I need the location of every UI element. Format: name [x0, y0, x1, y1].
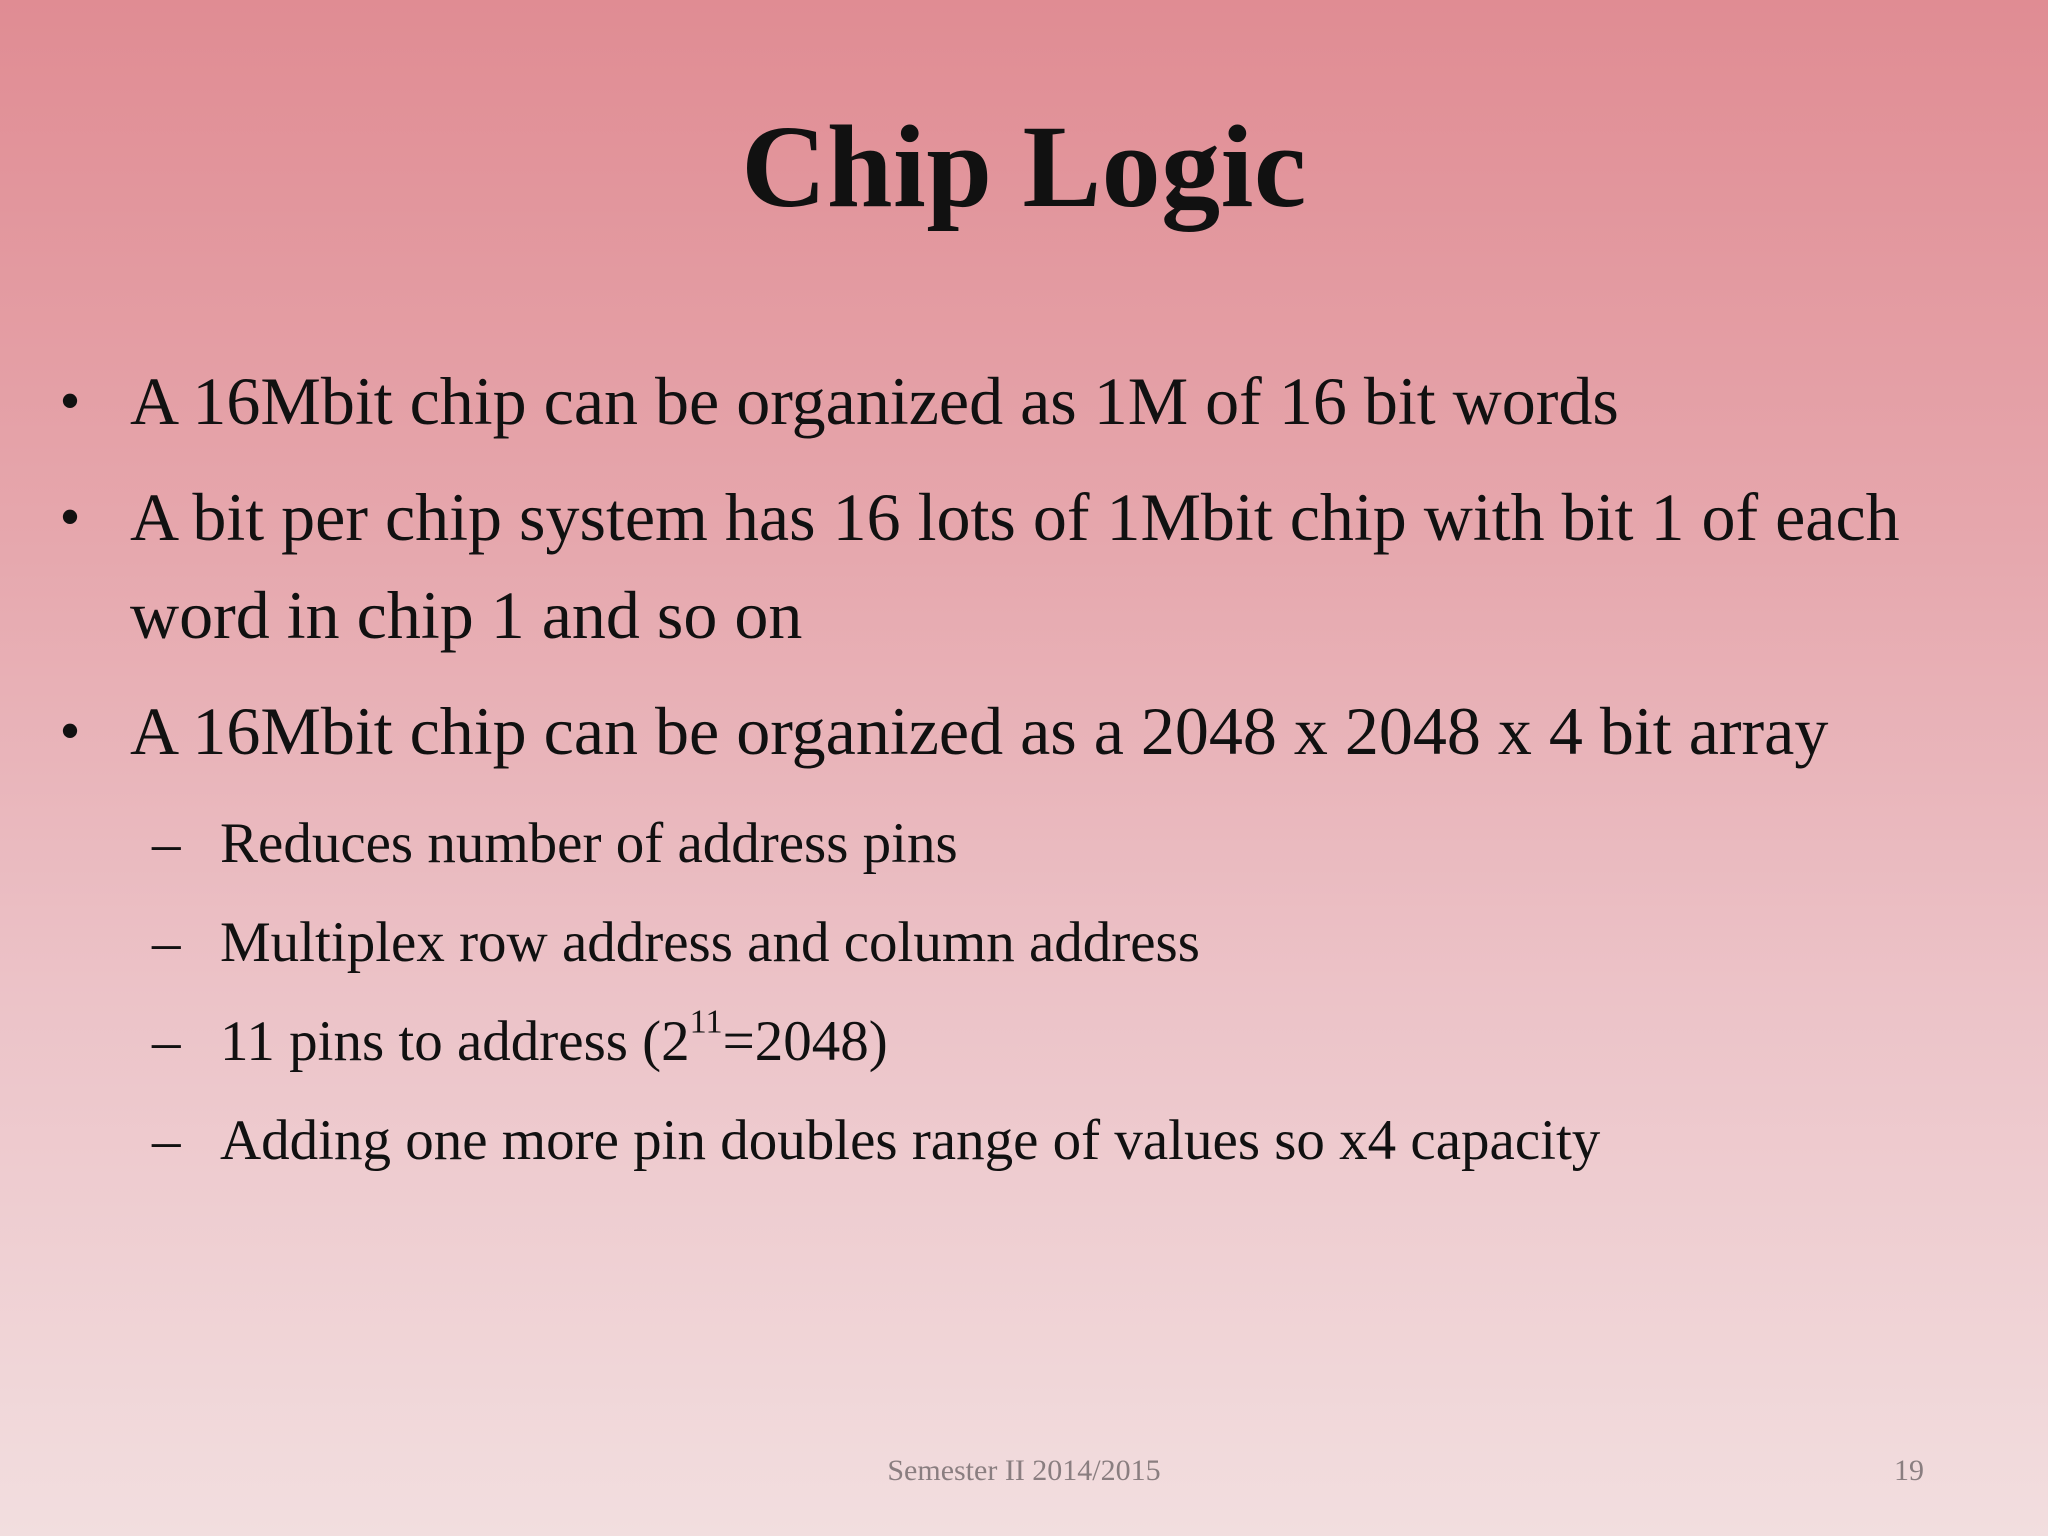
bullet-marker: • — [59, 368, 81, 434]
sub-bullet-text — [220, 1003, 888, 1073]
slide-content — [50, 352, 2005, 1190]
sub-bullet-item — [50, 794, 2005, 893]
bullet-item — [50, 352, 2005, 450]
bullet-marker: • — [59, 698, 81, 764]
bullet-item — [50, 468, 2005, 664]
bullet-text: A 16Mbit chip can be organized as a 2048 x 2048 x 4 bit array — [130, 693, 1829, 769]
bullet-item — [50, 682, 2005, 780]
dash-marker: – — [152, 812, 181, 875]
sub-bullet-text-end: =2048) — [722, 1010, 888, 1073]
sub-bullet-item — [50, 893, 2005, 992]
sub-bullet-text-start: 11 pins to address (2 — [220, 1010, 690, 1073]
bullet-text: A 16Mbit chip can be organized as 1M of 16 bit words — [130, 363, 1619, 439]
dash-marker: – — [152, 911, 181, 974]
dash-marker: – — [152, 1010, 181, 1073]
sub-bullet-item — [50, 1091, 2005, 1190]
sub-bullet-text: Adding one more pin doubles range of values so x4 capacity — [220, 1109, 1601, 1172]
slide-footer: Semester II 2014/2015 — [887, 1454, 1161, 1487]
bullet-marker: • — [59, 484, 81, 550]
sub-bullet-list — [50, 794, 2005, 1190]
slide-title: Chip Logic — [741, 101, 1307, 232]
page-number: 19 — [1894, 1454, 1924, 1487]
sub-bullet-item — [50, 992, 2005, 1091]
dash-marker: – — [152, 1109, 181, 1172]
sub-bullet-text: Multiplex row address and column address — [220, 911, 1200, 974]
exponent: 11 — [689, 1003, 723, 1041]
sub-bullet-text: Reduces number of address pins — [220, 812, 958, 875]
bullet-text: A bit per chip system has 16 lots of 1Mbit chip with bit 1 of each word in chip 1 and so on — [130, 479, 1900, 653]
